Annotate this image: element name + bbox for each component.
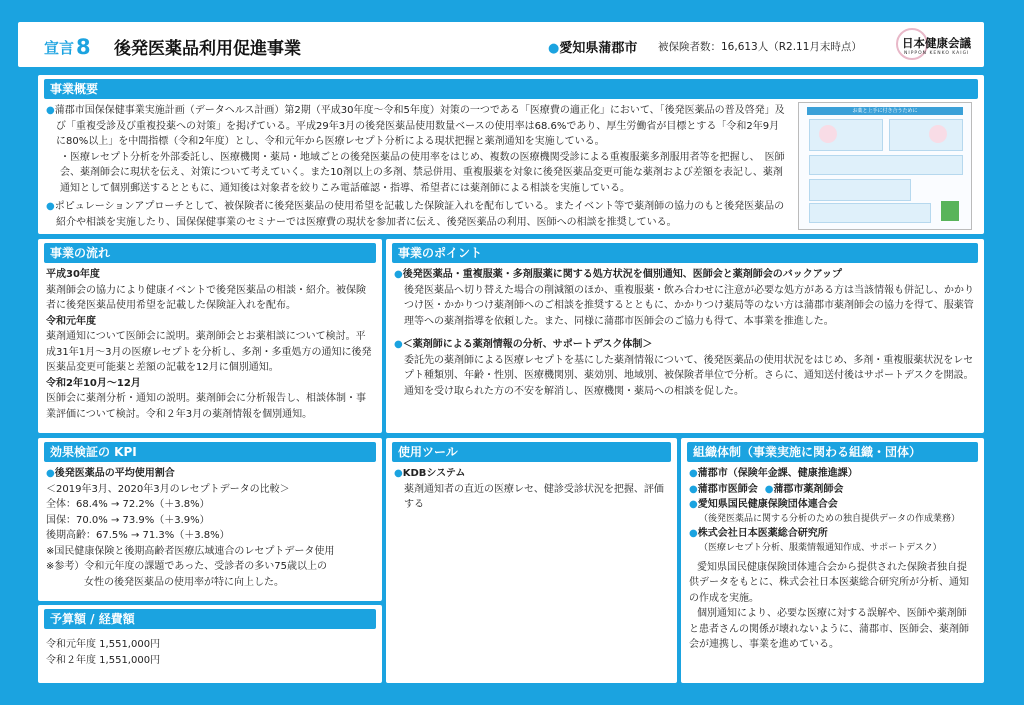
thumbnail-block xyxy=(809,203,931,223)
thumbnail-block xyxy=(809,155,963,175)
point-text: 委託先の薬剤師による医療レセプトを基にした薬剤情報について、後発医薬品の使用状況をはじめ、多剤・重複服薬状況をレセプト種類別、年齢・性別、医療機関別、薬効別、地域別、被保険者単位で分析。さらに、通知送付後はサポートデスクを開設。通知を受け取られた方の不安を解消し、医療機関・薬局への相談を促した。 xyxy=(404,354,974,397)
overview-paragraph: ●蒲郡市国保保健事業実施計画（データヘルス計画）第2期（平成30年度～令和5年度）対策の一つである「医療費の適正化」において、「後発医薬品の普及啓発」及び「重複受診及び重複投薬への対策」を掲げている。平成29年3月の後発医薬品使用数量ベースの使用率は68.6%であり、厚生労働省が目標とする「令和2年9月に80%以上」を中間指標（令和2年度）とし、令和元年から医療レセプト分析による現状把握と薬剤通知を実施している。 xyxy=(46,105,785,147)
bullet-icon: ● xyxy=(764,483,774,495)
tool-text: 薬剤通知者の直近の医療レセ、健診受診状況を把握、評価する xyxy=(404,483,664,510)
org-item-note: （医療レセプト分析、服薬情報通知作成、サポートデスク） xyxy=(699,542,942,553)
budget-row: 令和元年度 1,551,000円 xyxy=(46,639,161,650)
kpi-note: ※参考）令和元年度の課題であった、受診者の多い75歳以上の xyxy=(46,561,328,572)
flow-content xyxy=(46,267,374,429)
bullet-icon: ● xyxy=(689,468,698,479)
flow-text: 医師会に薬剤分析・通知の説明。薬剤師会に分析報告し、相談体制・事業評価について検討。令和２年3月の薬剤情報を個別通知。 xyxy=(46,393,366,420)
bullet-icon: ● xyxy=(689,528,698,540)
kpi-row: 全体：68.4% → 72.2%（＋3.8%） xyxy=(46,499,210,510)
overview-panel xyxy=(38,75,984,234)
kpi-note: 女性の後発医薬品の使用率が特に向上した。 xyxy=(84,576,284,588)
bullet-icon: ● xyxy=(394,339,403,350)
thumbnail-green-icon xyxy=(941,201,959,221)
bullet-icon: ● xyxy=(46,105,55,116)
declaration-label: 宣言8 xyxy=(44,35,91,59)
overview-paragraph: ●ポピュレーションアプローチとして、被保険者に後発医薬品の使用希望を記載した保険証入れを配布している。またイベント等で薬剤師の協力のもと後発医薬品の紹介や相談を実施したり、国保保健事業のセミナーでは医療費の現状を参加者に伝え、後発医薬品の利用、医師への相談を推奨している。 xyxy=(46,201,785,228)
budget-row: 令和２年度 1,551,000円 xyxy=(46,654,161,666)
tool-title: ●KDBシステム xyxy=(394,468,466,479)
page-title: 後発医薬品利用促進事業 xyxy=(114,39,301,59)
org-panel xyxy=(681,438,984,683)
insured-count: 被保険者数：16,613人（R2.11月末時点） xyxy=(658,41,862,53)
kpi-row: 後期高齢：67.5% → 71.3%（＋3.8%） xyxy=(46,530,230,541)
thumbnail-block xyxy=(809,179,911,201)
nippon-kenko-kaigi-logo xyxy=(890,28,976,62)
leaflet-thumbnail-image xyxy=(798,102,972,230)
bullet-icon: ● xyxy=(689,483,698,495)
bullet-dot-icon: ● xyxy=(548,41,560,56)
org-item: ●愛知県国民健康保険団体連合会 xyxy=(689,499,838,510)
org-paragraph: 個別通知により、必要な医療に対する誤解や、医師や薬剤師と患者さんの関係が壊れないように、蒲郡市、医師会、薬剤師会が連携し、事業を進めている。 xyxy=(689,608,969,651)
thumbnail-figure-icon xyxy=(929,125,947,143)
org-item: ●株式会社日本医薬総合研究所 xyxy=(689,528,828,540)
tools-content xyxy=(394,466,669,679)
thumbnail-title: お薬と上手に付き合うために xyxy=(807,107,963,115)
points-panel xyxy=(386,239,984,433)
overview-subparagraph: ・医療レセプト分析を外部委託し、医療機関・薬局・地域ごとの後発医薬品の使用率をはじめ、複数の医療機関受診による重複服薬多剤服用者等を把握し、 医師会、薬剤師会に現状を伝え、対策について考えていく。また10剤以上の多剤、禁忌併用、重複服薬を対象に後発医薬品変更可能な薬剤および差額を表記し、薬剤通知として個別郵送するとともに、通知後は対象者を絞りこみ電話確認・指導、希望者には薬剤師による相談を実施している。 xyxy=(60,151,785,194)
overview-heading: 事業概要 xyxy=(44,79,978,99)
bullet-icon: ● xyxy=(46,201,55,212)
kpi-row: 国保：70.0% → 73.9%（＋3.9%） xyxy=(46,514,210,526)
flow-year: 令和元年度 xyxy=(46,315,96,327)
tools-panel xyxy=(386,438,677,683)
flow-panel xyxy=(38,239,382,433)
kpi-content xyxy=(46,466,374,597)
org-content xyxy=(689,466,976,679)
logo-subtext: NIPPON KENKO KAIGI xyxy=(904,51,970,56)
point-text: 後発医薬品へ切り替えた場合の削減額のほか、重複服薬・飲み合わせに注意が必要な処方がある方は当該情報も併記し、かかりつけ医・かかりつけ薬剤師へのご相談を推奨するとともに、かかりつけ薬局等のない方は蒲郡市薬剤師会の協力を得て、服薬管理等への薬剤指導を依頼した。また、同様に蒲郡市医師会のご協力も得て、本事業を推進した。 xyxy=(404,284,974,327)
flow-text: 薬剤師会の協力により健康イベントで後発医薬品の相談・紹介。被保険者に後発医薬品使用希望を記載した保険証入れを配布。 xyxy=(46,284,366,311)
org-heading: 組織体制（事業実施に関わる組織・団体） xyxy=(687,442,978,462)
kpi-heading: 効果検証の KPI xyxy=(44,442,376,462)
bullet-icon: ● xyxy=(394,269,403,280)
kpi-note: ※国民健康保険と後期高齢者医療広域連合のレセプトデータ使用 xyxy=(46,545,335,557)
kpi-panel xyxy=(38,438,382,601)
bullet-icon: ● xyxy=(394,468,403,479)
org-item-note: （後発医薬品に関する分析のための独自提供データの作成業務） xyxy=(699,513,961,524)
municipality: ●愛知県蒲郡市 xyxy=(548,41,638,56)
points-heading: 事業のポイント xyxy=(392,243,978,263)
kpi-comparison: ＜2019年3月、2020年3月のレセプトデータの比較＞ xyxy=(46,483,290,495)
flow-text: 薬剤通知について医師会に説明。薬剤師会とお薬相談について検討。平成31年1月～3月の医療レセプトを分析し、多剤・多重処方の通知に後発医薬品変更可能薬と差額の記載を12月に個別通知。 xyxy=(46,331,372,373)
thumbnail-figure-icon xyxy=(819,125,837,143)
org-paragraph: 愛知県国民健康保険団体連合会から提供された保険者独自提供データをもとに、株式会社日本医薬総合研究所が分析、通知の作成を実施。 xyxy=(689,561,969,604)
budget-panel xyxy=(38,605,382,683)
flow-year: 平成30年度 xyxy=(46,269,100,280)
logo-text: 日本健康会議 xyxy=(902,36,971,50)
thumbnail-block xyxy=(889,119,963,151)
budget-content xyxy=(46,637,374,679)
points-content xyxy=(394,267,976,429)
overview-content xyxy=(46,103,788,230)
title-bar xyxy=(18,22,984,67)
budget-heading: 予算額 / 経費額 xyxy=(44,609,376,629)
flow-heading: 事業の流れ xyxy=(44,243,376,263)
declaration-number: 8 xyxy=(76,35,91,59)
org-item: ●蒲郡市（保険年金課、健康推進課） xyxy=(689,468,858,479)
point-title: ●＜薬剤師による薬剤情報の分析、サポートデスク体制＞ xyxy=(394,339,653,350)
bullet-icon: ● xyxy=(689,499,698,510)
tools-heading: 使用ツール xyxy=(392,442,671,462)
point-title: ●後発医薬品・重複服薬・多剤服薬に関する処方状況を個別通知、医師会と薬剤師会のバックアップ xyxy=(394,269,843,280)
flow-year: 令和2年10月～12月 xyxy=(46,377,141,389)
bullet-icon: ● xyxy=(46,468,55,479)
org-item: ●蒲郡市医師会 ●蒲郡市薬剤師会 xyxy=(689,483,844,495)
kpi-title: ●後発医薬品の平均使用割合 xyxy=(46,468,175,479)
